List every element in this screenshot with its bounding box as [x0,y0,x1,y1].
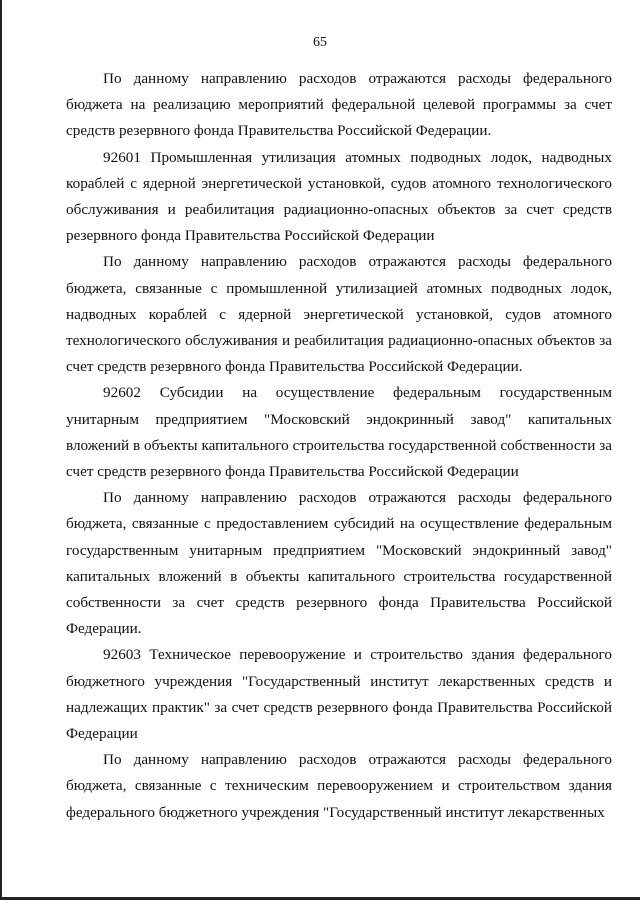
paragraph-expense-description-2: По данному направлению расходов отражаются расходы федерального бюджета, связанные с промышленной утилизацией атомных подводных лодок, надводных кораблей с ядерной энергетической установкой, судов атомного технологического обслуживания и реабилитация радиационно-опасных объектов за счет средств резервного фонда Правительства Российской Федерации. [66,253,612,376]
paragraph-expense-description-4: По данному направлению расходов отражаются расходы федерального бюджета, связанные с техническим перевооружением и строительством здания федерального бюджетного учреждения "Государственный институт лекарственных [66,751,612,821]
paragraph-expense-description-1: По данному направлению расходов отражаются расходы федерального бюджета на реализацию мероприятий федеральной целевой программы за счет средств резервного фонда Правительства Российской Федерации. [66,70,612,140]
paragraph-code-92601: 92601 Промышленная утилизация атомных подводных лодок, надводных кораблей с ядерной энергетической установкой, судов атомного технологического обслуживания и реабилитация радиационно-опасных объектов за счет средств резервного фонда Правительства Российской Федерации [66,148,612,245]
scan-edge-left [0,0,2,900]
paragraph-code-92602: 92602 Субсидии на осуществление федеральным государственным унитарным предприятием "Московский эндокринный завод" капитальных вложений в объекты капитального строительства государственной собственности за счет средств резервного фонда Правительства Российской Федерации [66,384,612,481]
paragraph-code-92603: 92603 Техническое перевооружение и строительство здания федерального бюджетного учреждения "Государственный институт лекарственных средств и надлежащих практик" за счет средств резервного фонда Правительства Российской Федерации [66,646,612,743]
page-number: 65 [313,35,327,50]
paragraph-expense-description-3: По данному направлению расходов отражаются расходы федерального бюджета, связанные с предоставлением субсидий на осуществление федеральным государственным унитарным предприятием "Московский эндокринный завод" капитальных вложений в объекты капитального строительства государственной собственности за счет средств резервного фонда Правительства Российской Федерации. [66,489,612,638]
document-body [66,66,612,826]
